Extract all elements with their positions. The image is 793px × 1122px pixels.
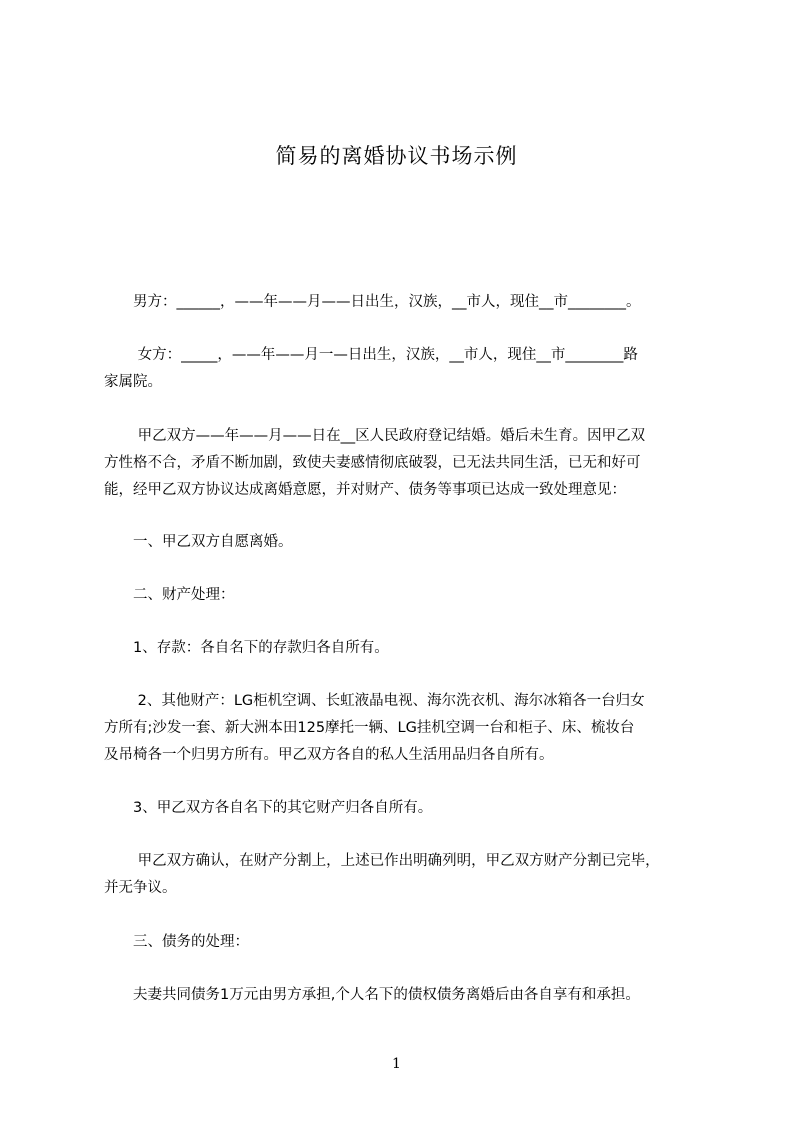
section-heading-property bbox=[104, 582, 704, 609]
text-line: 家属院。 bbox=[104, 374, 162, 390]
text-line: 三、债务的处理： bbox=[104, 934, 249, 950]
paragraph-property-confirmation bbox=[104, 848, 704, 902]
text-line: 能，经甲乙双方协议达成离婚意愿，并对财产、债务等事项已达成一致处理意见： bbox=[104, 482, 626, 498]
paragraph-female-party bbox=[104, 342, 704, 396]
text-line: 甲乙双方确认，在财产分割上，上述已作出明确列明，甲乙双方财产分割已完毕， bbox=[104, 853, 660, 869]
page-number: 1 bbox=[392, 1056, 401, 1072]
text-line: 方所有;沙发一套、新大洲本田125摩托一辆、LG挂机空调一台和柜子、床、梳妆台 bbox=[104, 720, 635, 736]
text-line: 女方：_____，——年——月一—日出生，汉族，__市人，现住__市________路 bbox=[104, 347, 638, 363]
clause-other-property bbox=[104, 688, 704, 769]
paragraph-marriage-background bbox=[104, 423, 704, 504]
clause-deposits bbox=[104, 635, 704, 662]
text-line: 并无争议。 bbox=[104, 880, 177, 896]
text-line: 方性格不合，矛盾不断加剧，致使夫妻感情彻底破裂，已无法共同生活，已无和好可 bbox=[104, 455, 641, 471]
section-heading-debts bbox=[104, 929, 704, 956]
paragraph-male-party bbox=[104, 289, 704, 316]
document-title: 简易的离婚协议书场示例 bbox=[275, 144, 518, 168]
text-line: 二、财产处理： bbox=[104, 587, 235, 603]
text-line: 男方：______，——年——月——日出生，汉族，__市人，现住__市________。 bbox=[104, 294, 641, 310]
section-heading-divorce bbox=[104, 529, 704, 556]
text-line: 3、甲乙双方各自名下的其它财产归各自所有。 bbox=[104, 800, 433, 816]
clause-joint-debts bbox=[104, 982, 704, 1009]
text-line: 夫妻共同债务1万元由男方承担,个人名下的债权债务离婚后由各自享有和承担。 bbox=[104, 987, 640, 1003]
text-line: 甲乙双方——年——月——日在__区人民政府登记结婚。婚后未生育。因甲乙双 bbox=[104, 428, 646, 444]
text-line: 及吊椅各一个归男方所有。甲乙双方各自的私人生活用品归各自所有。 bbox=[104, 747, 554, 763]
text-line: 2、其他财产：LG柜机空调、长虹液晶电视、海尔洗衣机、海尔冰箱各一台归女 bbox=[104, 693, 645, 709]
text-line: 1、存款：各自名下的存款归各自所有。 bbox=[104, 640, 389, 656]
text-line: 一、甲乙双方自愿离婚。 bbox=[104, 534, 293, 550]
clause-other-assets bbox=[104, 795, 704, 822]
